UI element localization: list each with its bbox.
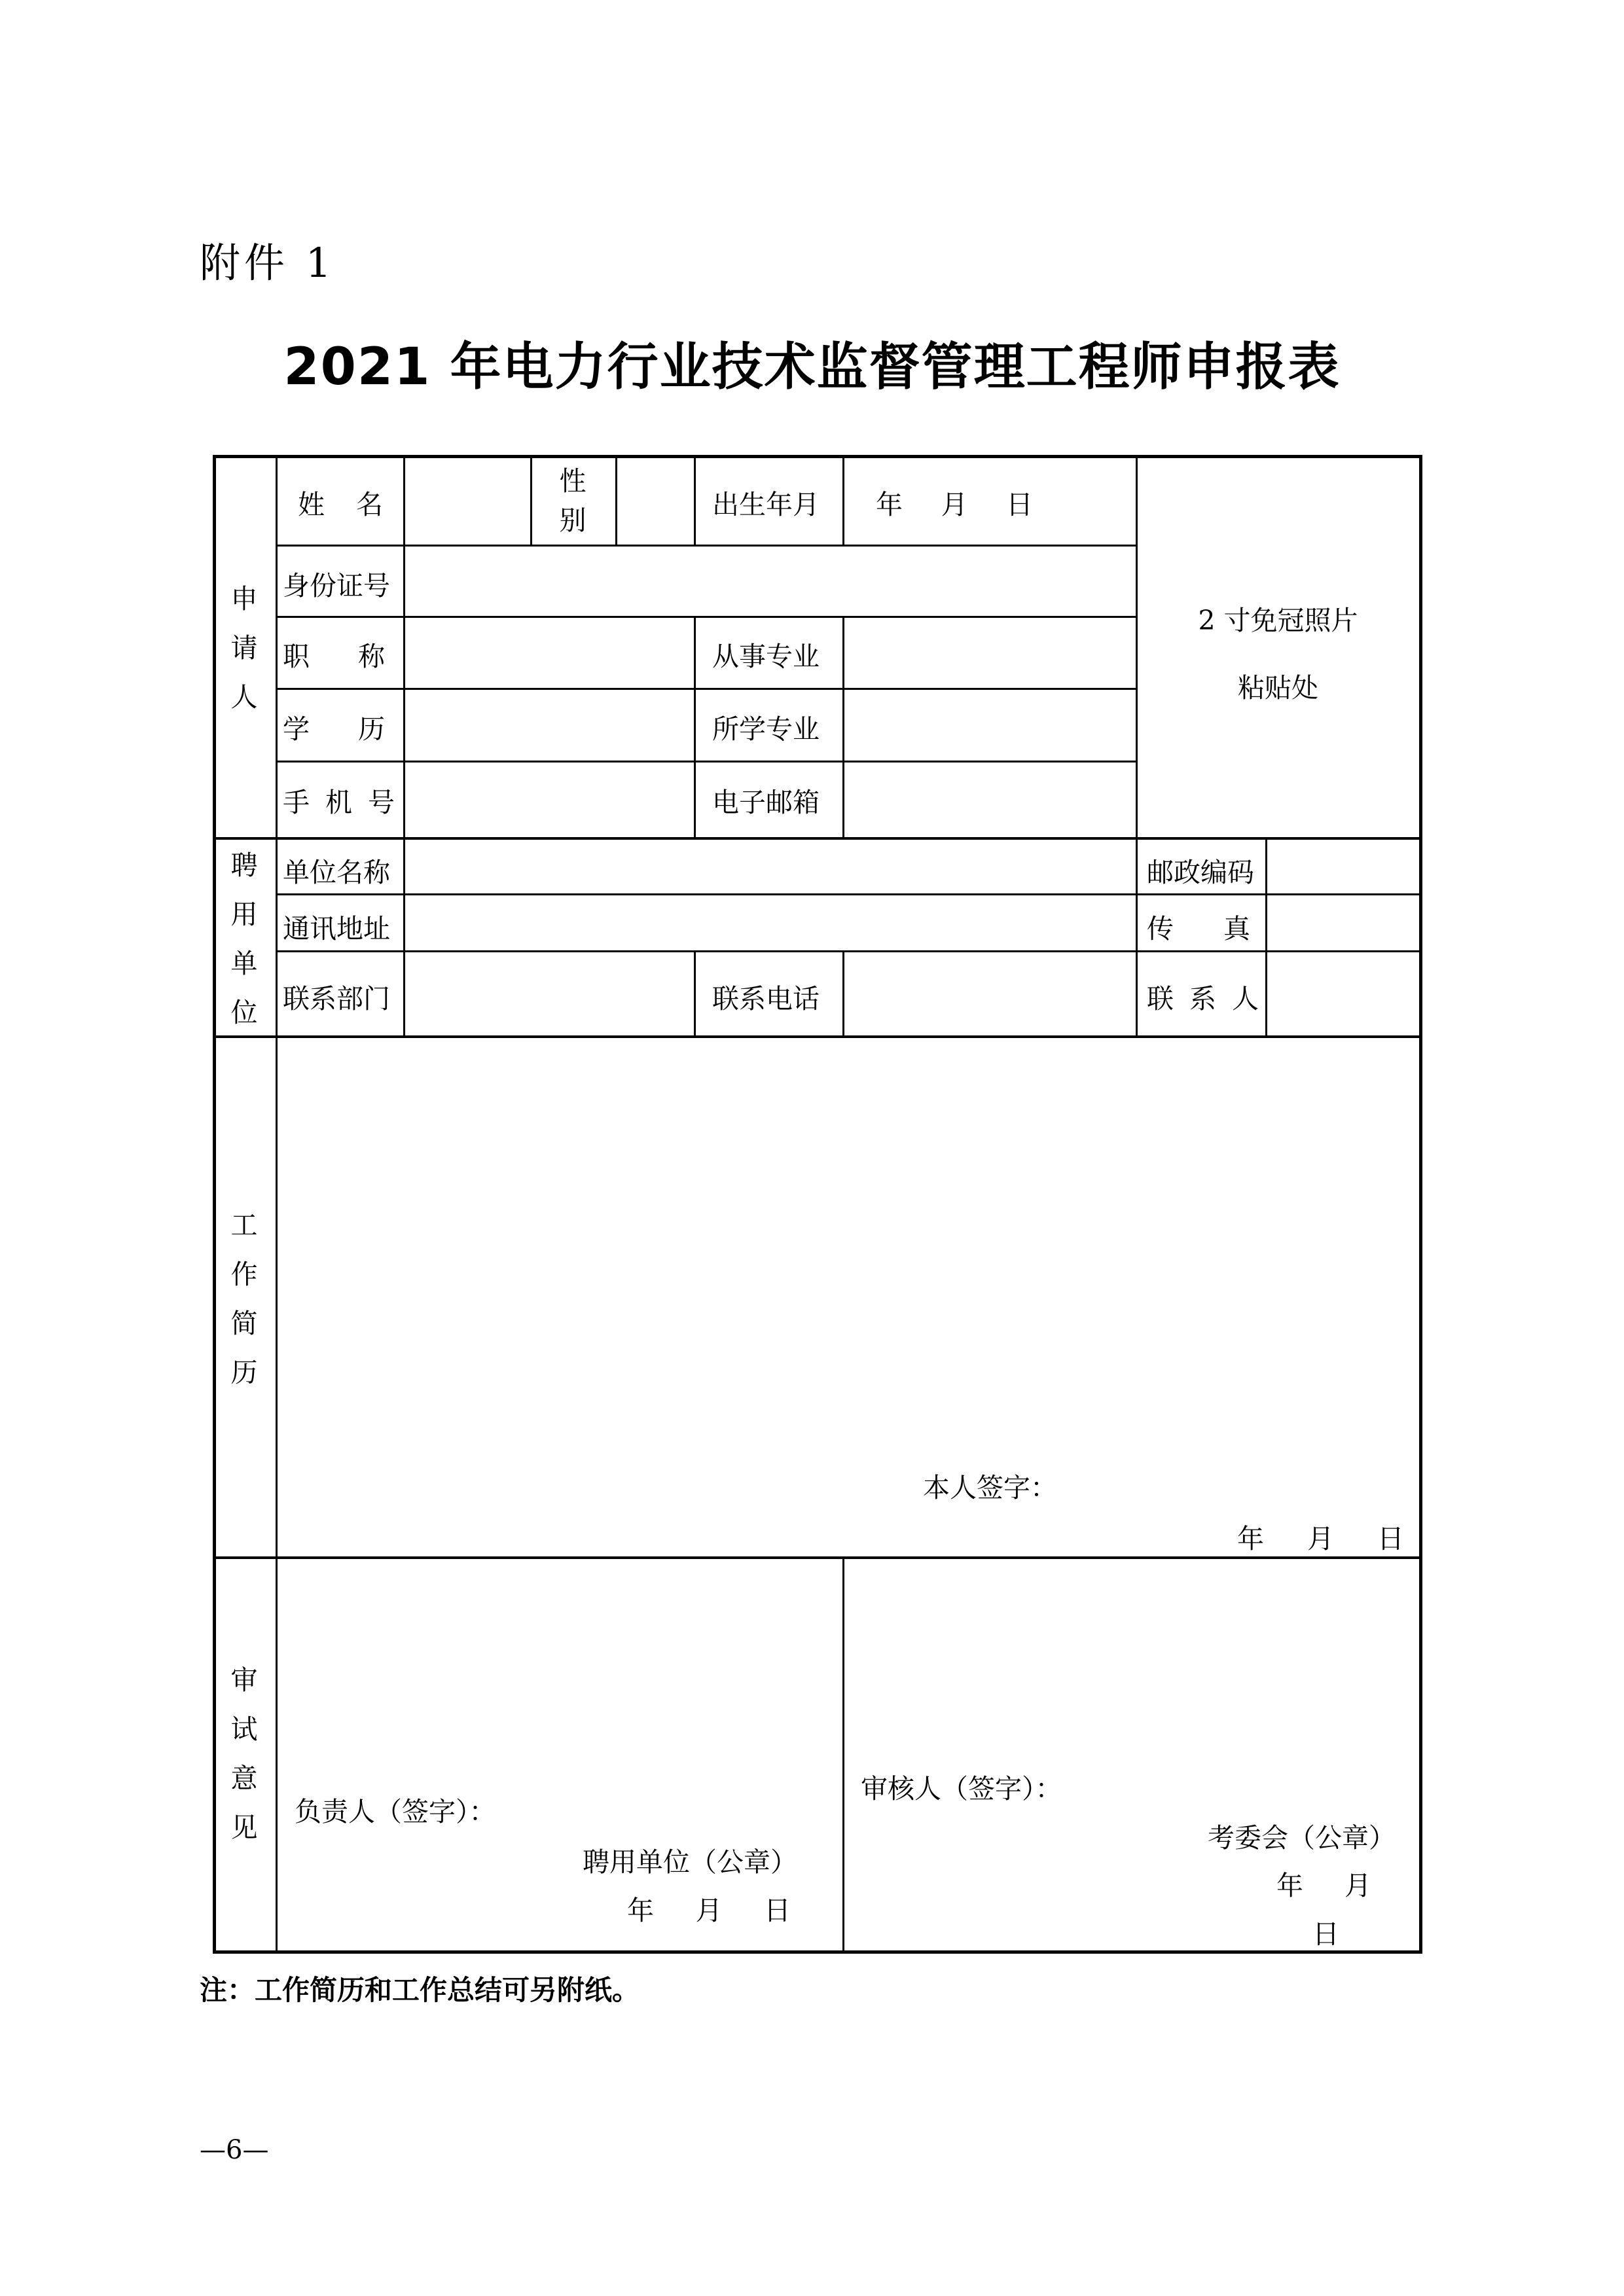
- resume-date-placeholder: 年 月 日: [1237, 1523, 1404, 1554]
- review-section-label: 审试意见: [230, 1664, 258, 1843]
- profession-label: 从事专业: [712, 641, 820, 672]
- footnote: 注：工作简历和工作总结可另附纸。: [200, 1974, 640, 2006]
- left-date-placeholder: 年 月 日: [627, 1895, 791, 1926]
- title-label: 职称: [283, 641, 433, 672]
- major-label: 所学专业: [712, 713, 820, 745]
- photo-placeholder-line2: 粘贴处: [1238, 672, 1318, 704]
- address-label: 通讯地址: [283, 913, 390, 944]
- right-date-day: 日: [1312, 1918, 1339, 1950]
- contact-label: 联系人: [1147, 983, 1274, 1014]
- responsible-signature-label: 负责人（签字）：: [295, 1796, 496, 1827]
- right-date-year-month: 年 月: [1276, 1870, 1371, 1901]
- name-label: 姓名: [298, 489, 414, 520]
- postcode-label: 邮政编码: [1147, 857, 1254, 888]
- reviewer-signature-label: 审核人（签字）：: [861, 1773, 1062, 1804]
- page-number: —6—: [200, 2135, 269, 2165]
- attachment-label: 附件 1: [200, 239, 336, 287]
- photo-placeholder-line1: 2 寸免冠照片: [1198, 605, 1358, 636]
- committee-seal-label: 考委会（公章）: [1208, 1822, 1396, 1854]
- education-label: 学历: [283, 713, 433, 745]
- department-label: 联系部门: [283, 983, 390, 1014]
- unit-name-label: 单位名称: [283, 857, 390, 888]
- phone-label: 联系电话: [712, 983, 820, 1014]
- birth-label: 出生年月: [712, 489, 820, 520]
- applicant-section-label: 申请人: [230, 583, 258, 713]
- self-signature-label: 本人签字：: [923, 1472, 1057, 1503]
- fax-label: 传真: [1147, 913, 1300, 944]
- resume-section-label: 工作简历: [230, 1210, 258, 1388]
- email-label: 电子邮箱: [712, 787, 820, 818]
- form-title: 2021 年电力行业技术监督管理工程师申报表: [283, 338, 1341, 397]
- id-number-label: 身份证号: [283, 570, 390, 601]
- birth-date-placeholder: 年 月 日: [876, 489, 1033, 520]
- gender-label: 性别: [559, 465, 586, 536]
- employer-section-label: 聘用单位: [230, 850, 258, 1028]
- mobile-label: 手机号: [283, 787, 410, 818]
- employer-seal-label: 聘用单位（公章）: [583, 1846, 797, 1878]
